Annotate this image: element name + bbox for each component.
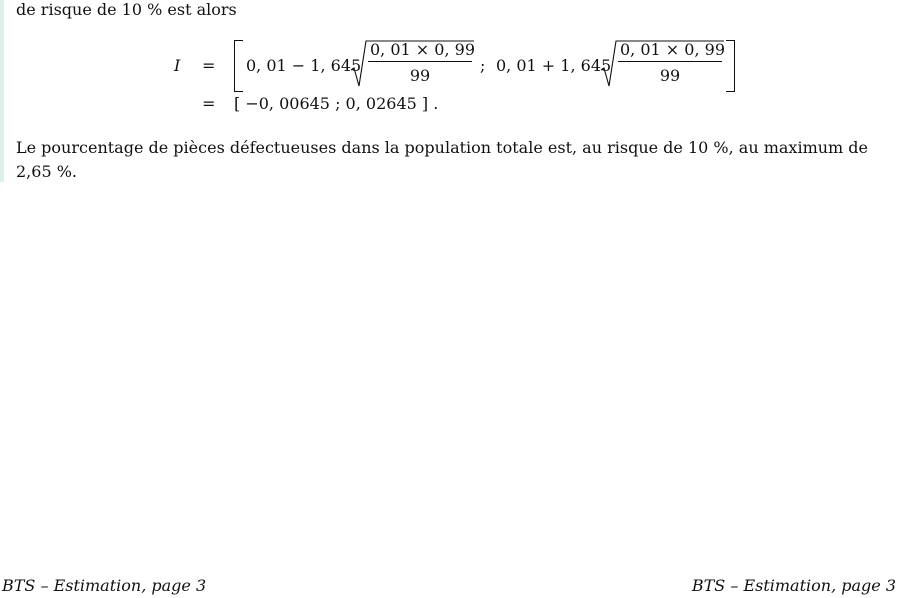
footer-left: BTS – Estimation, page 3: [2, 576, 207, 595]
lower-denominator: 99: [409, 66, 431, 85]
conclusion-text-continued: 2,65 %.: [16, 162, 77, 181]
lower-numerator: 0, 01 × 0, 99: [368, 40, 472, 62]
equals-sign-2: =: [202, 94, 216, 113]
lower-bound-term: 0, 01 − 1, 645: [246, 56, 362, 75]
separator: ;: [480, 56, 486, 75]
confidence-interval-formula: [170, 38, 750, 120]
interval-variable: I: [174, 56, 181, 75]
upper-sqrt: [600, 38, 724, 90]
lower-sqrt: [350, 38, 474, 90]
conclusion-text: Le pourcentage de pièces défectueuses dans la population totale est, au risque de 10 %, au maximum de: [16, 138, 869, 157]
upper-bound-term: 0, 01 + 1, 645: [496, 56, 612, 75]
interval-expression: [234, 38, 744, 94]
upper-denominator: 99: [659, 66, 681, 85]
equals-sign-1: =: [202, 56, 216, 75]
interval-result: [ −0, 00645 ; 0, 02645 ] .: [234, 94, 439, 113]
footer-right: BTS – Estimation, page 3: [691, 576, 896, 595]
intro-text: de risque de 10 % est alors: [16, 0, 237, 19]
left-bracket: [234, 40, 243, 92]
right-bracket: [726, 40, 735, 92]
margin-bar: [0, 0, 4, 182]
lower-fraction: [368, 40, 475, 85]
upper-fraction: [618, 40, 725, 85]
upper-numerator: 0, 01 × 0, 99: [618, 40, 722, 62]
